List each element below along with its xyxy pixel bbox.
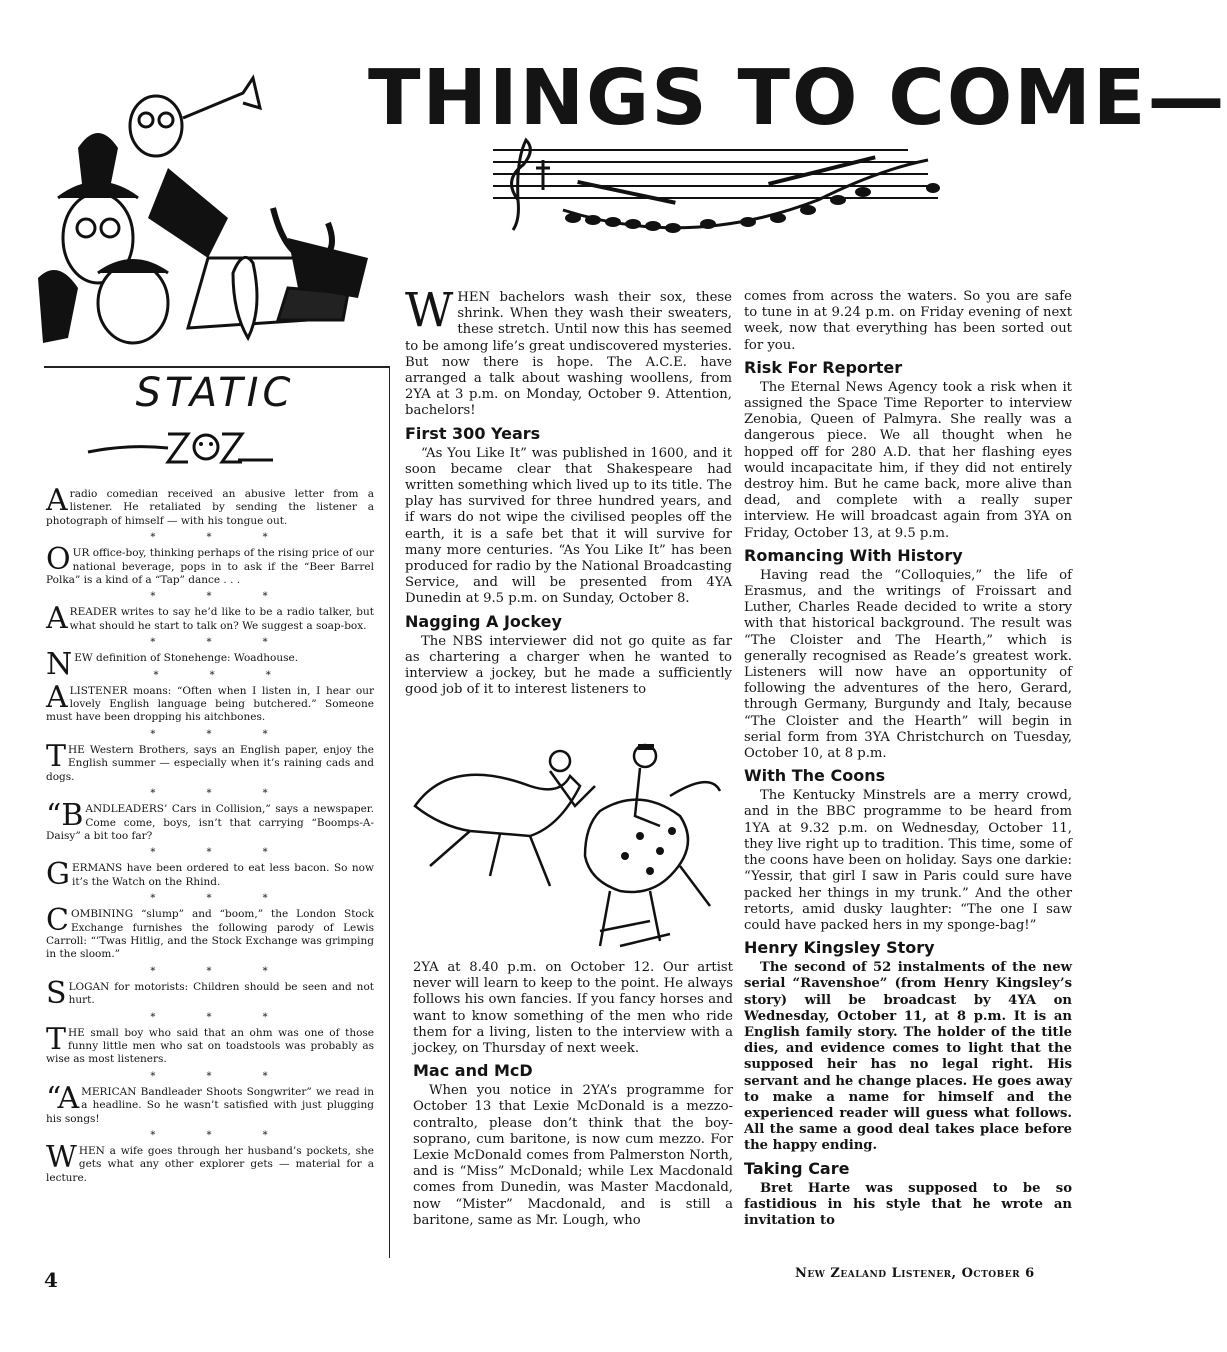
paragraph: The Kentucky Minstrels are a merry crowd, and in the BBC programme to be heard from 1YA at 9.32 p.m. on Wednesday, October 11, they live right up to tradition. This time, some of the coons have been on holiday. Says one darkie: “Yessir, that girl I saw in Paris could sure have packed her things in my trunk.” And the other retorts, amid dusky laughter: “The one I saw could have packed hers in my sponge-bag!” [744,788,1072,933]
static-item: COMBINING “slump” and “boom,” the London Stock Exchange furnishes the following parody of Lewis Carroll: “’Twas Hitlig, and the Stock Exchange was grimping in the sloom.” [46,903,374,961]
static-item: GERMANS have been ordered to eat less bacon. So now it’s the Watch on the Rhind. [46,857,374,893]
static-heading: STATIC [135,370,295,416]
article-column-left-bottom [413,960,733,1229]
paragraph: comes from across the waters. So you are safe to tune in at 9.24 p.m. on Friday evening of next week, now that everything has been sorted out for you. [744,289,1072,353]
paragraph: “As You Like It” was published in 1600, and it soon became clear that Shakespeare had written something which lived up to its title. The play has survived for three hundred years, and if wars do not wipe the civilised peoples off the earth, it is a safe bet that it will survive for many more centuries. “As You Like It” has been produced for radio by the National Broadcasting Service, and will be presented from 4YA Dunedin at 9.5 p.m. on Sunday, October 8. [405,445,732,607]
paragraph: The Eternal News Agency took a risk when it assigned the Space Time Reporter to interview Zenobia, Queen of Palmyra. She really was a dangerous piece. We all thought when he hopped off for 280 A.D. that her flashing eyes would incapacitate him, if they did not entirely destroy him. But he came back, more alive than dead, and complete with a really super interview. He will broadcast again from 3YA on Friday, October 13, at 9.5 p.m. [744,379,1072,541]
intro-paragraph: WHEN bachelors wash their sox, these shrink. When they wash their sweaters, these stretch. Until now this has seemed to be among life’s great undiscovered mysteries. But now there is hope. The A.C.E. have arranged a talk about washing woollens, from 2YA at 3 p.m. on Monday, October 9. Attention, bachelors! [405,283,732,419]
section-heading-with-the-coons: With The Coons [744,766,886,786]
jockey-racing-illustration [410,716,735,966]
section-heading-mac-and-mcd: Mac and McD [413,1061,533,1081]
section-heading-taking-care: Taking Care [744,1158,850,1178]
static-item: “AMERICAN Bandleader Shoots Songwriter” we read in a headline. So he wasn’t satisfied with just plugging his songs! [46,1080,374,1125]
section-heading-henry-kingsley-story: Henry Kingsley Story [744,938,935,958]
article-column-left-top [405,283,732,698]
static-item: ALISTENER moans: “Often when I listen in, I hear our lovely English language being butchered.” Someone must have been dropping his aitchbones. [46,679,374,724]
static-jokes-list [46,483,375,1185]
static-item: AREADER writes to say he’d like to be a radio talker, but what should he start to talk on? We suggest a soap-box. [46,601,374,637]
star-separator: * * * [150,965,292,977]
section-heading-nagging-a-jockey: Nagging A Jockey [405,611,562,631]
star-separator: * * * [150,532,292,544]
star-separator: * * * [153,669,295,681]
paragraph: 2YA at 8.40 p.m. on October 12. Our artist never will learn to keep to the point. He always follows his own fancies. If you fancy horses and want to know something of the men who ride them for a living, listen to the interview with a jockey, on Thursday of next week. [413,960,733,1057]
star-separator: * * * [150,1130,292,1141]
music-staff-illustration [488,140,943,260]
star-separator: * * * [150,847,292,859]
static-item: THE small boy who said that an ohm was one of those funny little men who sat on toadstools was probably as wise as most listeners. [46,1021,374,1066]
star-separator: * * * [150,1011,292,1023]
page-number: 4 [44,1268,58,1292]
static-item: Aradio comedian received an abusive letter from a listener. He retaliated by sending the listener a photograph of himself — with his tongue out. [46,483,374,527]
static-squiggle-logo [88,422,273,472]
star-separator: * * * [150,788,292,800]
star-separator: * * * [150,1070,292,1082]
section-heading-romancing-with-history: Romancing With History [744,545,963,565]
paragraph: The second of 52 instalments of the new serial “Ravenshoe” (from Henry Kingsley’s story) will be broadcast by 4YA on Wednesday, October 11, at 8 p.m. It is an English family story. The holder of the title dies, and evidence comes to light that the supposed heir has no legal right. His servant and he change places. He goes away to make a name for himself and the experienced reader will guess what follows. All the same a good deal takes place before the happy ending. [744,960,1072,1154]
section-heading-risk-for-reporter: Risk For Reporter [744,357,903,377]
star-separator: * * * [150,591,292,603]
static-item: SLOGAN for motorists: Children should be seen and not hurt. [46,975,374,1011]
paragraph: When you notice in 2YA’s programme for October 13 that Lexie McDonald is a mezzo-contralto, please don’t think that the boy-soprano, cum baritone, is now cum mezzo. For Lexie McDonald comes from Palmerston North, and is “Miss” McDonald; while Lex Macdonald comes from Dunedin, was Master Macdonald, now “Mister” Macdonald, and is still a baritone, same as Mr. Lough, who [413,1083,733,1228]
static-item: THE Western Brothers, says an English paper, enjoy the English summer — especially when it’s raining cads and dogs. [46,738,374,783]
band-illustration [38,58,388,358]
static-item: NEW definition of Stonehenge: Woadhouse. [46,647,299,683]
static-item: WHEN a wife goes through her husband’s pockets, she gets what any other explorer gets — material for a lecture. [46,1140,374,1184]
paragraph: The NBS interviewer did not go quite as far as chartering a charger when he wanted to interview a jockey, but he made a sufficiently good job of it to interest listeners to [405,633,732,698]
star-separator: * * * [150,893,292,905]
section-heading-first-300-years: First 300 Years [405,423,541,443]
static-item: OUR office-boy, thinking perhaps of the rising price of our national beverage, pops in to ask if the “Beer Barrel Polka” is a kind of a “Tap” dance . . . [46,542,375,587]
static-item: “BANDLEADERS’ Cars in Collision,” says a newspaper. Come come, boys, isn’t that carrying “Boomps-A-Daisy” a bit too far? [46,798,374,842]
page-headline: THINGS TO COME— [368,54,1227,143]
article-column-right [744,289,1072,1229]
paragraph: Bret Harte was supposed to be so fastidious in his style that he wrote an invitation to [744,1180,1072,1228]
star-separator: * * * [150,728,292,740]
publication-footer: New Zealand Listener, October 6 [795,1266,1035,1281]
star-separator: * * * [150,637,292,649]
paragraph: Having read the “Colloquies,” the life of Erasmus, and the writings of Froissart and Luther, Charles Reade decided to write a story with that historical background. The result was “The Cloister and The Hearth,” which is generally recognised as Reade’s greatest work. Listeners will now have an opportunity of following the adventures of the hero, Gerard, through Germany, Burgundy and Italy, because “The Cloister and the Hearth” will begin in serial form from 3YA Christchurch on Tuesday, October 10, at 8 p.m. [744,567,1072,762]
